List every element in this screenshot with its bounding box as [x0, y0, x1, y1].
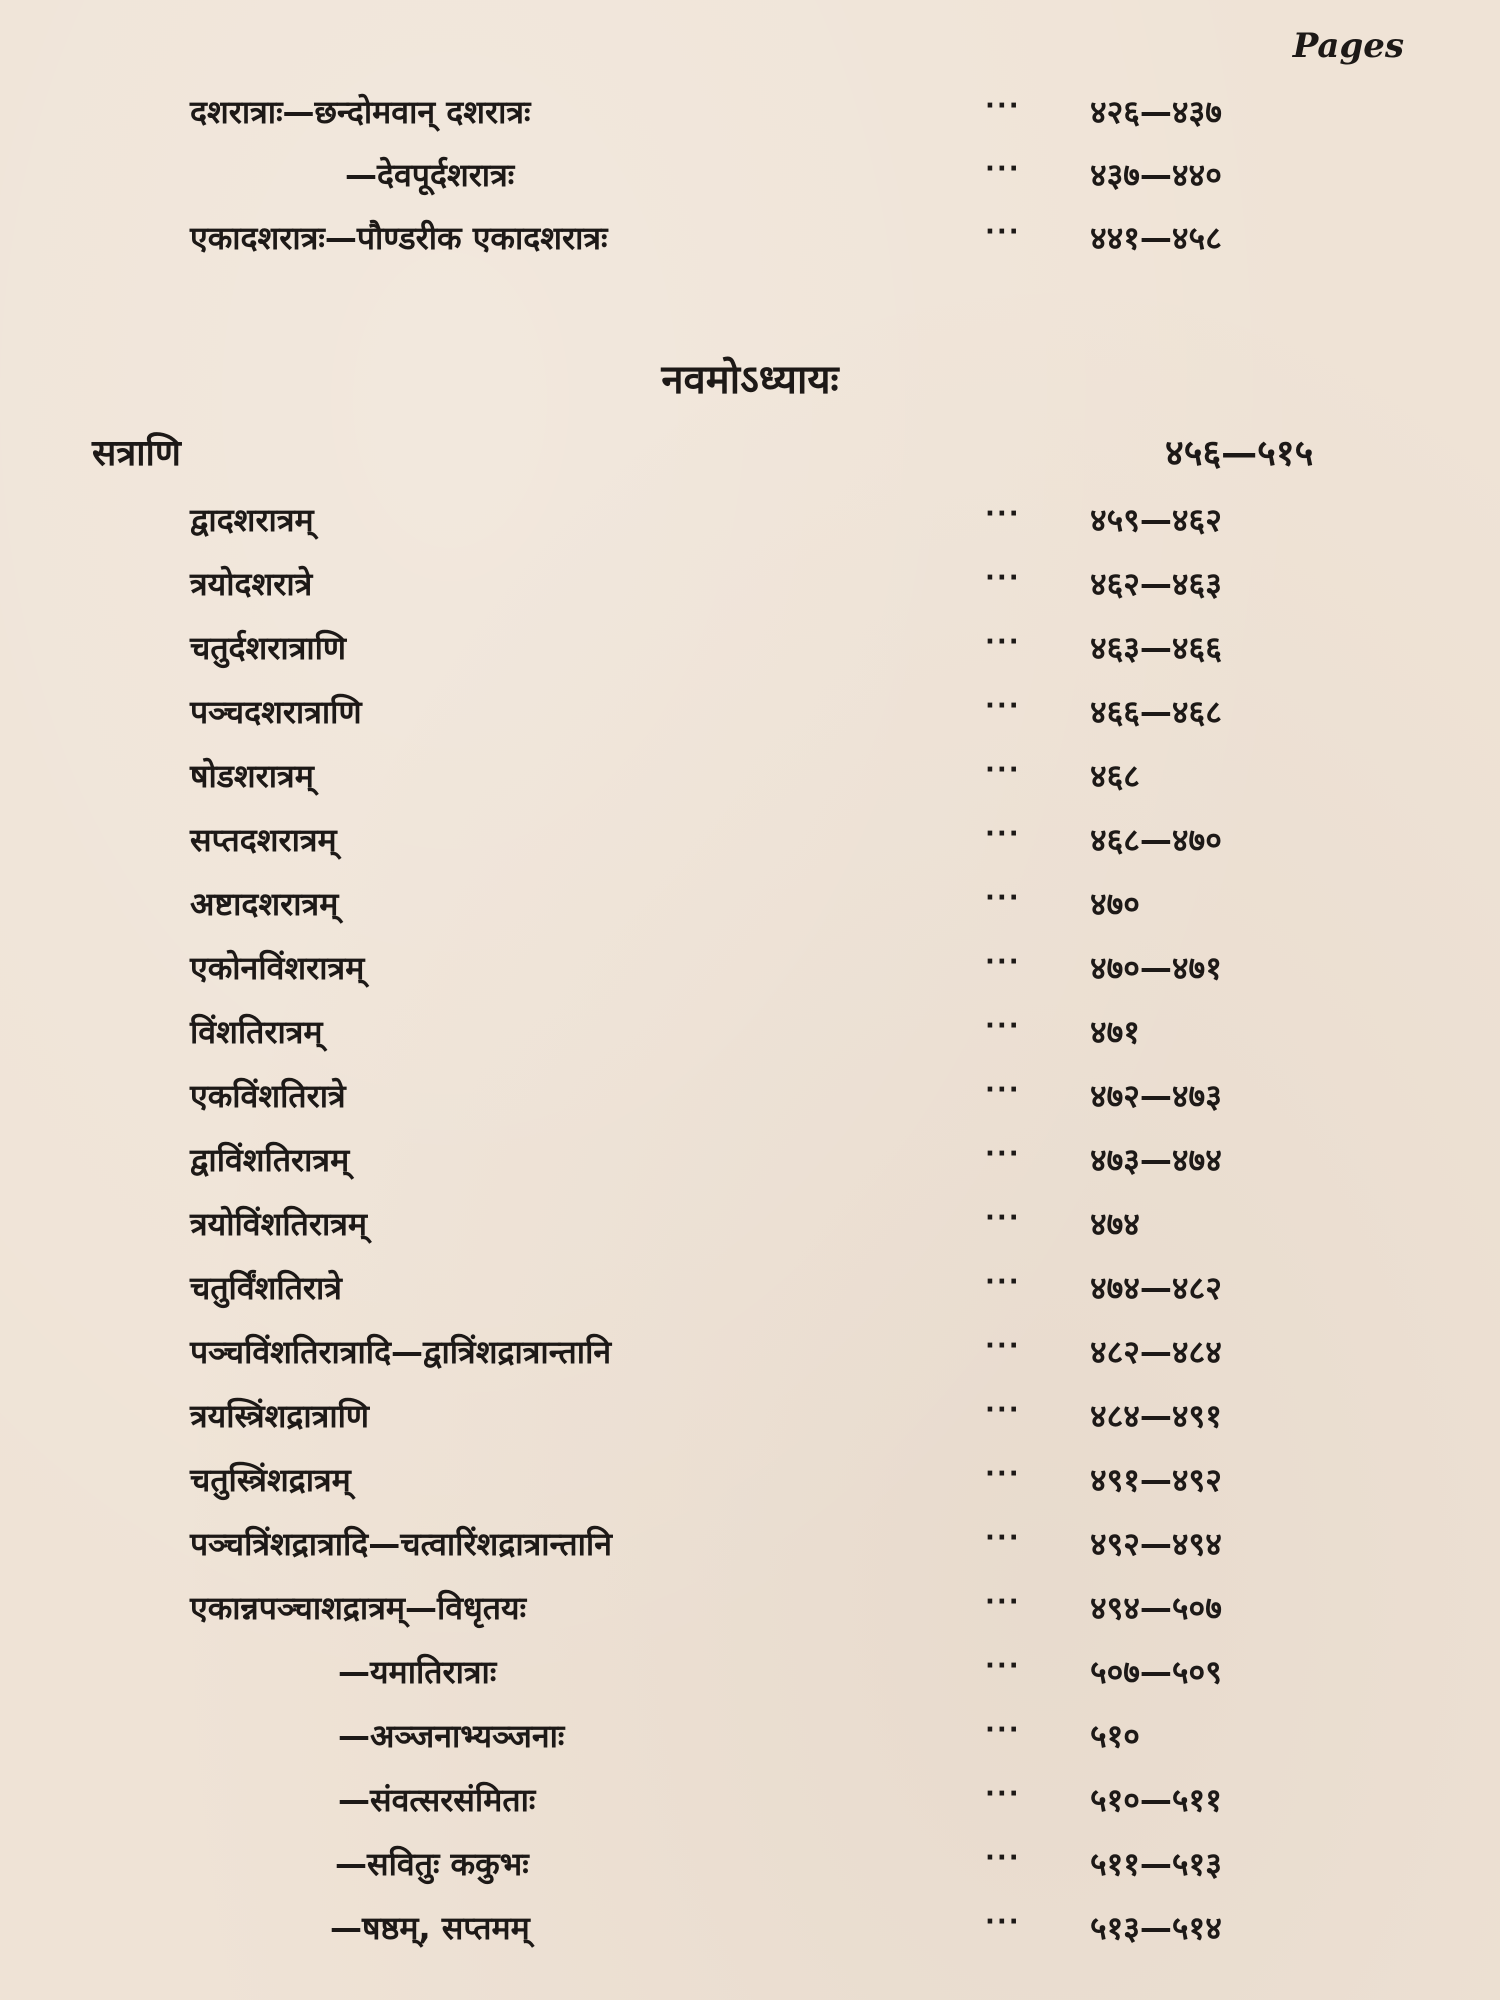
chapter-heading: नवमोऽध्यायः — [661, 357, 839, 403]
entry-title: अष्टादशरात्रम् — [190, 885, 339, 923]
leader-dots: ··· — [985, 217, 1021, 247]
leader-dots: ··· — [985, 691, 1021, 721]
toc-entry — [0, 1906, 1500, 1970]
entry-pages: ४८४—४९१ — [1090, 1397, 1222, 1435]
entry-title: एकविंशतिरात्रे — [190, 1077, 346, 1115]
toc-entry — [0, 1010, 1500, 1074]
toc-entry — [0, 818, 1500, 882]
toc-entry — [0, 1842, 1500, 1906]
entry-pages: ४९१—४९२ — [1090, 1461, 1222, 1499]
entry-pages: ४६८ — [1090, 757, 1140, 795]
leader-dots: ··· — [985, 1523, 1021, 1553]
entry-pages: ४७३—४७४ — [1090, 1141, 1222, 1179]
entry-pages: ४६८—४७० — [1090, 821, 1222, 859]
entry-pages: ४६३—४६६ — [1090, 629, 1222, 667]
toc-entry — [0, 1650, 1500, 1714]
leader-dots: ··· — [985, 563, 1021, 593]
toc-entry — [0, 946, 1500, 1010]
entry-title: एकान्नपञ्चाशद्रात्रम्—विधृतयः — [190, 1589, 527, 1627]
entry-title: —देवपूर्दशरात्रः — [345, 156, 515, 194]
toc-entry — [0, 498, 1500, 562]
toc-entry — [0, 1074, 1500, 1138]
toc-entry — [0, 1202, 1500, 1266]
leader-dots: ··· — [985, 1331, 1021, 1361]
toc-entry — [0, 1394, 1500, 1458]
toc-entry — [0, 1330, 1500, 1394]
leader-dots: ··· — [985, 1267, 1021, 1297]
leader-dots: ··· — [985, 755, 1021, 785]
toc-entry — [0, 1458, 1500, 1522]
toc-entry — [0, 1778, 1500, 1842]
entry-pages: ५०७—५०९ — [1090, 1653, 1222, 1691]
entry-title: त्रयोदशरात्रे — [190, 565, 313, 603]
section-entry — [0, 432, 1500, 496]
section-pages: ४५६—५१५ — [1165, 433, 1314, 474]
leader-dots: ··· — [985, 1203, 1021, 1233]
entry-title: द्वाविंशतिरात्रम् — [190, 1141, 350, 1179]
leader-dots: ··· — [985, 1075, 1021, 1105]
entry-pages: ४८२—४८४ — [1090, 1333, 1222, 1371]
toc-entry — [0, 882, 1500, 946]
entry-title: दशरात्राः—छन्दोमवान् दशरात्रः — [190, 93, 531, 131]
entry-pages: ४७४ — [1090, 1205, 1140, 1243]
pages-column-label: Pages — [1292, 26, 1404, 66]
leader-dots: ··· — [985, 1907, 1021, 1937]
leader-dots: ··· — [985, 819, 1021, 849]
entry-pages: ४३७—४४० — [1090, 156, 1222, 194]
entry-title: —संवत्सरसंमिताः — [338, 1781, 536, 1819]
entry-pages: ४४१—४५८ — [1090, 219, 1222, 257]
leader-dots: ··· — [985, 1139, 1021, 1169]
entry-title: पञ्चदशरात्राणि — [190, 693, 362, 731]
leader-dots: ··· — [985, 883, 1021, 913]
toc-entry — [0, 153, 1500, 217]
entry-title: पञ्चत्रिंशद्रात्रादि—चत्वारिंशद्रात्रान्तानि — [190, 1525, 612, 1563]
entry-pages: ४५९—४६२ — [1090, 501, 1222, 539]
entry-pages: ५१३—५१४ — [1090, 1909, 1222, 1947]
section-title: सत्राणि — [92, 433, 181, 474]
entry-pages: ४६२—४६३ — [1090, 565, 1222, 603]
entry-title: —यमातिरात्राः — [338, 1653, 497, 1691]
entry-title: एकादशरात्रः—पौण्डरीक एकादशरात्रः — [190, 219, 608, 257]
entry-title: षोडशरात्रम् — [190, 757, 314, 795]
toc-entry — [0, 216, 1500, 280]
toc-entry — [0, 626, 1500, 690]
entry-title: चतुर्विंशतिरात्रे — [190, 1269, 342, 1307]
toc-entry — [0, 1586, 1500, 1650]
entry-pages: ४७० — [1090, 885, 1140, 923]
entry-title: —षष्ठम्, सप्तमम् — [330, 1909, 530, 1947]
entry-pages: ४२६—४३७ — [1090, 93, 1222, 131]
leader-dots: ··· — [985, 1651, 1021, 1681]
entry-title: त्रयोविंशतिरात्रम् — [190, 1205, 368, 1243]
entry-pages: ४७१ — [1090, 1013, 1140, 1051]
entry-title: त्रयस्त्रिंशद्रात्राणि — [190, 1397, 370, 1435]
entry-pages: ४६६—४६८ — [1090, 693, 1222, 731]
entry-title: पञ्चविंशतिरात्रादि—द्वात्रिंशद्रात्रान्तानि — [190, 1333, 612, 1371]
leader-dots: ··· — [985, 1715, 1021, 1745]
leader-dots: ··· — [985, 499, 1021, 529]
leader-dots: ··· — [985, 154, 1021, 184]
entry-title: विंशतिरात्रम् — [190, 1013, 323, 1051]
toc-entry — [0, 1522, 1500, 1586]
entry-title: चतुस्त्रिंशद्रात्रम् — [190, 1461, 351, 1499]
leader-dots: ··· — [985, 947, 1021, 977]
entry-title: चतुर्दशरात्राणि — [190, 629, 347, 667]
entry-pages: ५१० — [1090, 1717, 1140, 1755]
entry-pages: ४७०—४७१ — [1090, 949, 1222, 987]
entry-pages: ४७२—४७३ — [1090, 1077, 1222, 1115]
leader-dots: ··· — [985, 91, 1021, 121]
entry-title: —सवितुः ककुभः — [335, 1845, 529, 1883]
leader-dots: ··· — [985, 627, 1021, 657]
toc-entry — [0, 1266, 1500, 1330]
entry-pages: ४९२—४९४ — [1090, 1525, 1222, 1563]
leader-dots: ··· — [985, 1011, 1021, 1041]
leader-dots: ··· — [985, 1395, 1021, 1425]
leader-dots: ··· — [985, 1587, 1021, 1617]
entry-pages: ५१०—५११ — [1090, 1781, 1222, 1819]
entry-title: —अञ्जनाभ्यञ्जनाः — [338, 1717, 565, 1755]
toc-entry — [0, 1138, 1500, 1202]
toc-entry — [0, 690, 1500, 754]
toc-entry — [0, 754, 1500, 818]
toc-entry — [0, 562, 1500, 626]
toc-entry — [0, 1714, 1500, 1778]
entry-pages: ४७४—४८२ — [1090, 1269, 1222, 1307]
entry-title: सप्तदशरात्रम् — [190, 821, 337, 859]
entry-pages: ४९४—५०७ — [1090, 1589, 1222, 1627]
toc-entry — [0, 90, 1500, 154]
leader-dots: ··· — [985, 1459, 1021, 1489]
entry-pages: ५११—५१३ — [1090, 1845, 1222, 1883]
leader-dots: ··· — [985, 1779, 1021, 1809]
leader-dots: ··· — [985, 1843, 1021, 1873]
entry-title: द्वादशरात्रम् — [190, 501, 314, 539]
entry-title: एकोनविंशरात्रम् — [190, 949, 365, 987]
